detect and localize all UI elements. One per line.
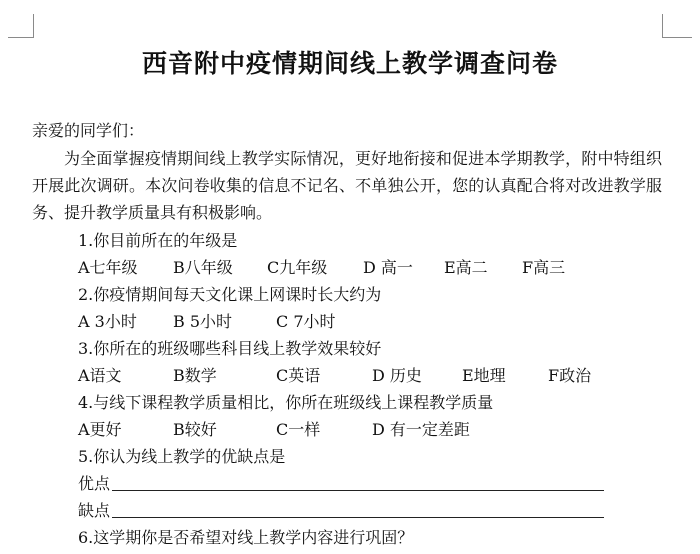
- advantage-answer-line[interactable]: [112, 490, 604, 491]
- crop-mark-top-right-vertical: [662, 14, 663, 38]
- q4-option-b: B较好: [173, 420, 217, 439]
- disadvantage-label: 缺点: [78, 501, 111, 520]
- q3-option-c: C英语: [276, 366, 321, 385]
- greeting: 亲爱的同学们：: [32, 121, 145, 140]
- q4-option-c: C一样: [276, 420, 321, 439]
- question-2: 2.你疫情期间每天文化课上网课时长大约为: [78, 285, 382, 304]
- q1-option-f: F高三: [522, 258, 566, 277]
- q2-option-b: B 5小时: [173, 312, 233, 331]
- q1-option-e: E高二: [444, 258, 488, 277]
- q3-option-a: A语文: [78, 366, 122, 385]
- q1-option-d: D 高一: [363, 258, 413, 277]
- question-6: 6.这学期你是否希望对线上教学内容进行巩固？: [78, 528, 414, 547]
- q3-option-d: D 历史: [372, 366, 422, 385]
- crop-mark-top-left-vertical: [33, 14, 34, 38]
- q3-option-f: F政治: [548, 366, 592, 385]
- q2-option-a: A 3小时: [78, 312, 137, 331]
- question-4: 4.与线下课程教学质量相比，你所在班级线上课程教学质量: [78, 393, 494, 412]
- q4-option-d: D 有一定差距: [372, 420, 470, 439]
- q1-option-b: B八年级: [173, 258, 233, 277]
- q1-option-a: A七年级: [78, 258, 138, 277]
- q4-option-a: A更好: [78, 420, 122, 439]
- q1-option-c: C九年级: [267, 258, 328, 277]
- question-1: 1.你目前所在的年级是: [78, 231, 238, 250]
- question-5: 5.你认为线上教学的优缺点是: [78, 447, 286, 466]
- advantage-label: 优点: [78, 474, 111, 493]
- document-title: 西音附中疫情期间线上教学调查问卷: [141, 49, 558, 78]
- intro-paragraph: 为全面掌握疫情期间线上教学实际情况，更好地衔接和促进本学期教学，附中特组织开展此次调研。本次问卷收集的信息不记名、不单独公开，您的认真配合将对改进教学服务、提升教学质量具有积极影响。: [32, 149, 662, 222]
- question-3: 3.你所在的班级哪些科目线上教学效果较好: [78, 339, 382, 358]
- crop-mark-top-right-horizontal: [662, 37, 692, 38]
- crop-mark-top-left-horizontal: [8, 37, 34, 38]
- q2-option-c: C 7小时: [276, 312, 336, 331]
- q3-option-e: E地理: [462, 366, 506, 385]
- q3-option-b: B数学: [173, 366, 217, 385]
- disadvantage-answer-line[interactable]: [112, 517, 604, 518]
